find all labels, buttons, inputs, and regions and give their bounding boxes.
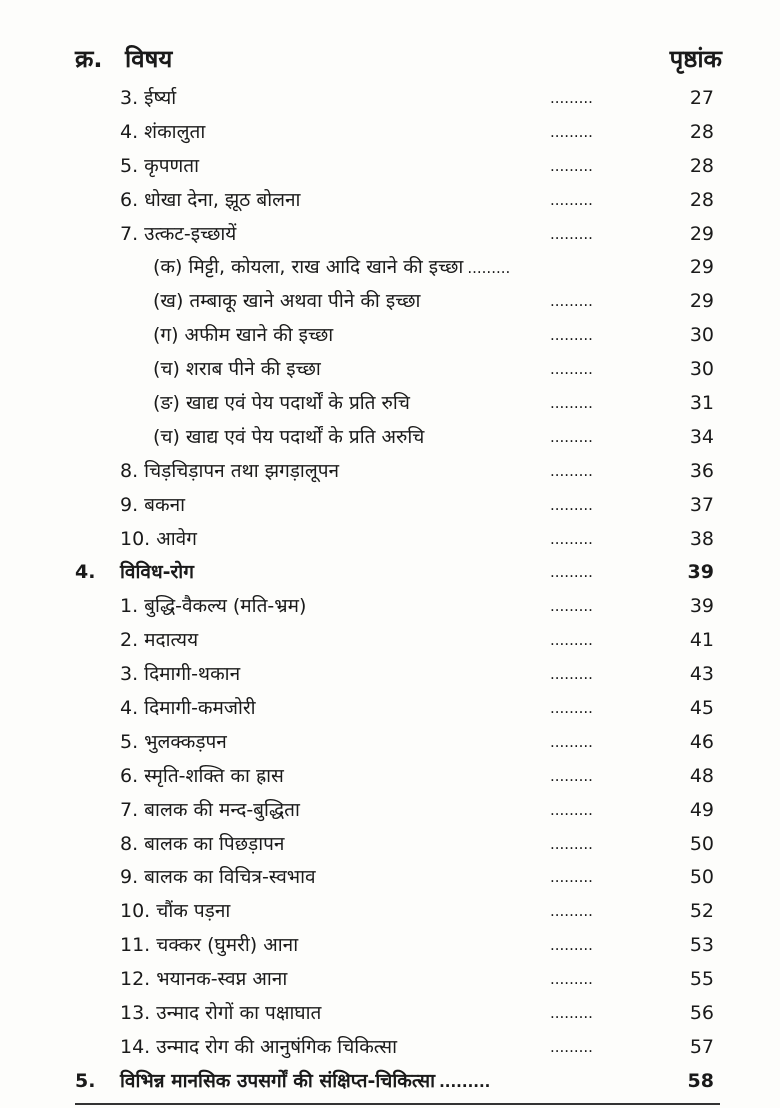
toc-entry-row [0, 590, 780, 624]
dot-leader: ......... [550, 427, 593, 446]
entry-title [153, 421, 424, 455]
entry-title-text: 2. मदात्यय [120, 629, 199, 652]
toc-entry-row [0, 421, 780, 455]
toc-entry-row [0, 760, 780, 794]
entry-title-text: (क) मिट्टी, कोयला, राख आदि खाने की इच्छा [153, 256, 464, 279]
page-number: 58 [687, 1069, 714, 1092]
dot-leader: ......... [550, 665, 593, 684]
entry-title-text: 4. शंकालुता [120, 120, 206, 143]
dot-leader: ......... [550, 1037, 593, 1056]
page-number: 28 [689, 120, 714, 143]
entry-title-text: 10. चौंक पड़ना [120, 900, 231, 923]
toc-entry-row [0, 658, 780, 692]
entry-title [120, 658, 240, 692]
page-number: 30 [689, 358, 714, 381]
toc-entry-row [0, 692, 780, 726]
bottom-rule [75, 1103, 720, 1105]
dot-leader: ......... [550, 1004, 593, 1023]
entry-title [120, 1031, 397, 1065]
dot-leader: ......... [550, 326, 593, 345]
toc-entry-row [0, 387, 780, 421]
entry-title [120, 184, 300, 218]
entry-title [120, 726, 227, 760]
entry-title-text: 14. उन्माद रोग की आनुषंगिक चिकित्सा [120, 1035, 397, 1058]
dot-leader: ......... [550, 156, 593, 175]
toc-list [0, 82, 780, 1099]
page-number: 28 [689, 188, 714, 211]
entry-title [120, 794, 300, 828]
entry-title-text: 3. ईर्ष्या [120, 87, 177, 109]
page-number: 56 [689, 1002, 714, 1025]
toc-entry-row [0, 794, 780, 828]
header-serial: क्र. [75, 45, 103, 73]
page-number: 29 [689, 290, 714, 313]
entry-title-text: 12. भयानक-स्वप्न आना [120, 968, 288, 991]
toc-entry-row [0, 285, 780, 319]
toc-entry-row [0, 184, 780, 218]
page-number: 48 [689, 764, 714, 787]
page-number: 29 [689, 256, 714, 279]
toc-section-row [0, 556, 780, 590]
toc-entry-row [0, 895, 780, 929]
entry-title [153, 387, 410, 421]
page-number: 39 [687, 561, 714, 584]
entry-title [153, 319, 333, 353]
toc-entry-row [0, 319, 780, 353]
entry-title-text: (च) खाद्य एवं पेय पदार्थों के प्रति अरुचि [153, 425, 425, 448]
dot-leader: ......... [550, 834, 593, 853]
toc-entry-row [0, 997, 780, 1031]
entry-title [120, 489, 185, 523]
page-number: 50 [689, 866, 714, 889]
page-number: 55 [689, 968, 714, 991]
entry-title [153, 353, 321, 387]
page-number: 28 [689, 154, 714, 177]
entry-title-text: (ङ) खाद्य एवं पेय पदार्थों के प्रति रुचि [153, 392, 410, 415]
dot-leader: ......... [550, 699, 593, 718]
entry-title-text: 7. उत्कट-इच्छायें [120, 222, 237, 245]
toc-entry-row [0, 218, 780, 252]
dot-leader: ......... [550, 461, 593, 480]
page-number: 37 [689, 493, 714, 516]
page-number: 30 [689, 324, 714, 347]
entry-title-text: (ख) तम्बाकू खाने अथवा पीने की इच्छा [153, 290, 421, 313]
entry-title-text: 4. दिमागी-कमजोरी [120, 697, 256, 720]
entry-title [153, 251, 510, 286]
entry-title-text: 5. भुलक्कड़पन [120, 730, 227, 753]
entry-title-text: 9. बकना [120, 493, 186, 516]
toc-entry-row [0, 489, 780, 523]
page-number: 45 [689, 697, 714, 720]
page-number: 46 [689, 730, 714, 753]
toc-entry-row [0, 523, 780, 557]
dot-leader: ......... [550, 529, 593, 548]
toc-entry-row [0, 455, 780, 489]
section-number: 5. [75, 1069, 96, 1092]
entry-title [120, 692, 256, 726]
header-page: पृष्ठांक [669, 45, 722, 73]
entry-title [120, 116, 205, 150]
dot-leader: ......... [550, 732, 593, 751]
dot-leader: ......... [550, 224, 593, 243]
toc-entry-row [0, 624, 780, 658]
entry-title [120, 624, 198, 658]
page-number: 41 [689, 629, 714, 652]
page-number: 31 [689, 392, 714, 415]
dot-leader: ......... [550, 800, 593, 819]
dot-leader: ......... [550, 89, 593, 107]
entry-title [120, 218, 236, 252]
entry-title [120, 556, 194, 590]
entry-title [120, 828, 284, 862]
page-number: 52 [689, 900, 714, 923]
entry-title-text: 1. बुद्धि-वैकल्य (मति-भ्रम) [120, 595, 307, 618]
entry-title [120, 82, 176, 116]
entry-title-text: 13. उन्माद रोगों का पक्षाघात [120, 1002, 322, 1025]
entry-title [120, 590, 306, 624]
dot-leader: ......... [550, 360, 593, 379]
dot-leader: ......... [550, 902, 593, 921]
entry-title [153, 285, 420, 319]
entry-title-text: 6. धोखा देना, झूठ बोलना [120, 188, 301, 211]
toc-entry-row [0, 150, 780, 184]
entry-title [120, 1065, 490, 1100]
page-number: 29 [689, 222, 714, 245]
dot-leader: ......... [550, 563, 593, 582]
entry-title-text: 11. चक्कर (घुमरी) आना [120, 934, 299, 957]
toc-entry-row [0, 1031, 780, 1065]
toc-entry-row [0, 726, 780, 760]
toc-entry-row [0, 963, 780, 997]
header-subject: विषय [125, 45, 173, 73]
entry-title [120, 895, 230, 929]
page-number: 38 [689, 527, 714, 550]
dot-leader: ......... [550, 970, 593, 989]
dot-leader: ......... [550, 631, 593, 650]
entry-title-text: 5. कृपणता [120, 154, 200, 177]
entry-title-text: विभिन्न मानसिक उपसर्गों की संक्षिप्त-चिकित्सा [120, 1069, 436, 1092]
entry-title [120, 997, 321, 1031]
entry-title-text: 6. स्मृति-शक्ति का ह्रास [120, 764, 284, 787]
entry-title-text: 7. बालक की मन्द-बुद्धिता [120, 798, 300, 821]
entry-title [120, 861, 316, 895]
toc-entry-row [0, 353, 780, 387]
dot-leader: ......... [550, 936, 593, 955]
entry-title-text: विविध-रोग [120, 561, 194, 584]
dot-leader: ......... [550, 190, 593, 209]
page-number: 34 [689, 425, 714, 448]
entry-title-text: 9. बालक का विचित्र-स्वभाव [120, 866, 316, 889]
page-number: 53 [689, 934, 714, 957]
entry-title [120, 929, 298, 963]
entry-title [120, 455, 339, 489]
page-number: 43 [689, 663, 714, 686]
toc-entry-row [0, 82, 780, 116]
entry-title-text: 3. दिमागी-थकान [120, 663, 241, 686]
dot-leader: ......... [550, 597, 593, 616]
entry-title-text: (ग) अफीम खाने की इच्छा [153, 324, 334, 347]
dot-leader: ......... [550, 292, 593, 311]
section-number: 4. [75, 561, 96, 584]
page-number: 50 [689, 832, 714, 855]
entry-title-text: 8. चिड़चिड़ापन तथा झगड़ालूपन [120, 459, 340, 482]
entry-title-text: 8. बालक का पिछड़ापन [120, 832, 285, 855]
dot-leader: ......... [550, 766, 593, 785]
toc-entry-row [0, 828, 780, 862]
dot-leader: ......... [550, 394, 593, 413]
entry-title-text: (च) शराब पीने की इच्छा [153, 358, 321, 381]
page-number: 27 [689, 87, 714, 109]
page-number: 36 [689, 459, 714, 482]
page-number: 49 [689, 798, 714, 821]
dot-leader: ......... [550, 122, 593, 141]
toc-section-row [0, 1065, 780, 1099]
page-number: 57 [689, 1035, 714, 1058]
entry-title [120, 150, 199, 184]
dot-leader: ......... [439, 1072, 491, 1091]
page-number: 39 [689, 595, 714, 618]
entry-title [120, 523, 197, 557]
entry-title [120, 760, 284, 794]
dot-leader: ......... [550, 868, 593, 887]
toc-entry-row [0, 861, 780, 895]
toc-entry-row [0, 929, 780, 963]
dot-leader: ......... [467, 259, 511, 278]
entry-title-text: 10. आवेग [120, 527, 197, 550]
dot-leader: ......... [550, 495, 593, 514]
toc-entry-row [0, 116, 780, 150]
toc-entry-row [0, 251, 780, 285]
entry-title [120, 963, 287, 997]
